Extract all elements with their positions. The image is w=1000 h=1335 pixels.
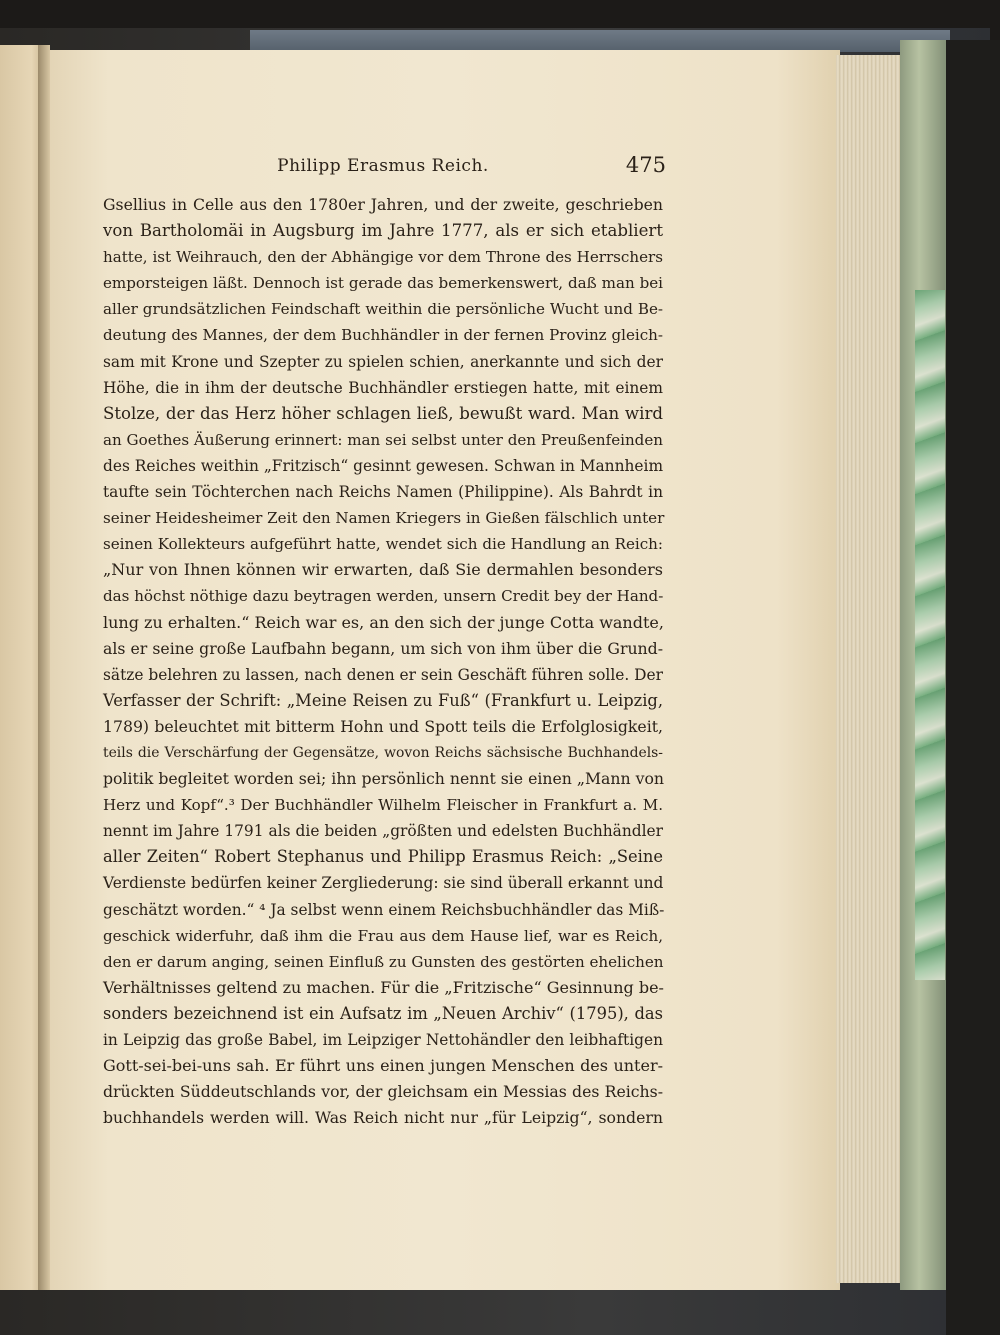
text-line: Stolze, der das Herz höher schlagen ließ, bewußt ward. Man wird bbox=[103, 403, 663, 423]
page-gutter bbox=[38, 45, 50, 1290]
text-line: 1789) beleuchtet mit bitterm Hohn und Spott teils die Erfolglosigkeit, bbox=[103, 716, 663, 736]
text-line: geschätzt worden.“ ⁴ Ja selbst wenn einem Reichsbuchhändler das Miß- bbox=[103, 900, 665, 919]
page-edges bbox=[836, 55, 906, 1283]
text-line: in Leipzig das große Babel, im Leipziger Nettohändler den leibhaftigen bbox=[103, 1031, 663, 1049]
text-line: Verfasser der Schrift: „Meine Reisen zu Fuß“ (Frankfurt u. Leipzig, bbox=[103, 690, 663, 710]
text-line: von Bartholomäi in Augsburg im Jahre 1777, als er sich etabliert bbox=[103, 221, 663, 241]
text-line: sam mit Krone und Szepter zu spielen schien, anerkannte und sich der bbox=[103, 352, 663, 371]
text-line: seiner Heidesheimer Zeit den Namen Kriegers in Gießen fälschlich unter bbox=[103, 509, 665, 528]
text-line: taufte sein Töchterchen nach Reichs Namen (Philippine). Als Bahrdt in bbox=[103, 483, 663, 502]
text-line: des Reiches weithin „Fritzisch“ gesinnt gewesen. Schwan in Mannheim bbox=[103, 456, 664, 475]
text-line: buchhandels werden will. Was Reich nicht nur „für Leipzig“, sondern bbox=[103, 1108, 663, 1128]
text-line: Herz und Kopf“.³ Der Buchhändler Wilhelm Fleischer in Frankfurt a. M. bbox=[103, 796, 663, 815]
text-line: den er darum anging, seinen Einfluß zu Gunsten des gestörten ehelichen bbox=[103, 952, 664, 971]
cover-edge bbox=[250, 30, 950, 52]
text-line: aller grundsätzlichen Feindschaft weithin die persönliche Wucht und Be- bbox=[103, 300, 663, 319]
marbled-edge bbox=[915, 290, 945, 980]
text-line: das höchst nöthige dazu beytragen werden, unsern Credit bey der Hand- bbox=[103, 587, 664, 606]
body-text bbox=[103, 192, 663, 1131]
text-line: geschick widerfuhr, daß ihm die Frau aus dem Hause lief, war es Reich, bbox=[103, 926, 663, 945]
text-line: an Goethes Äußerung erinnert: man sei selbst unter den Preußenfeinden bbox=[103, 430, 663, 449]
text-line: „Nur von Ihnen können wir erwarten, daß Sie dermahlen besonders bbox=[103, 560, 663, 580]
page-header bbox=[100, 153, 666, 182]
text-line: Gsellius in Celle aus den 1780er Jahren, und der zweite, geschrieben bbox=[103, 195, 663, 214]
page-number: 475 bbox=[625, 153, 666, 177]
text-line: teils die Verschärfung der Gegensätze, wovon Reichs sächsische Buchhandels- bbox=[103, 744, 663, 761]
text-line: Verhältnisses geltend zu machen. Für die „Fritzische“ Gesinnung be- bbox=[103, 977, 664, 997]
text-line: sätze belehren zu lassen, nach denen er sein Geschäft führen solle. Der bbox=[103, 665, 663, 684]
text-line: sonders bezeichnend ist ein Aufsatz im „Neuen Archiv“ (1795), das bbox=[103, 1003, 663, 1023]
text-line: hatte, ist Weihrauch, den der Abhängige vor dem Throne des Herrschers bbox=[103, 248, 663, 267]
running-title: Philipp Erasmus Reich. bbox=[277, 156, 489, 176]
text-line: drückten Süddeutschlands vor, der gleichsam ein Messias des Reichs- bbox=[103, 1082, 663, 1102]
text-line: lung zu erhalten.“ Reich war es, an den sich der junge Cotta wandte, bbox=[103, 612, 664, 632]
text-line: Gott-sei-bei-uns sah. Er führt uns einen jungen Menschen des unter- bbox=[103, 1056, 663, 1076]
text-line: politik begleitet worden sei; ihn persönlich nennt sie einen „Mann von bbox=[103, 769, 665, 789]
text-line: als er seine große Laufbahn begann, um sich von ihm über die Grund- bbox=[103, 638, 663, 658]
text-line: seinen Kollekteurs aufgeführt hatte, wendet sich die Handlung an Reich: bbox=[103, 535, 663, 554]
text-line: Verdienste bedürfen keiner Zergliederung: sie sind überall erkannt und bbox=[103, 874, 664, 893]
text-line: aller Zeiten“ Robert Stephanus und Philipp Erasmus Reich: „Seine bbox=[103, 847, 663, 867]
book-spine bbox=[946, 40, 1000, 1335]
text-line: nennt im Jahre 1791 als die beiden „größten und edelsten Buchhändler bbox=[103, 822, 663, 841]
text-line: emporsteigen läßt. Dennoch ist gerade das bemerkenswert, daß man bei bbox=[103, 274, 663, 293]
text-line: deutung des Mannes, der dem Buchhändler in der fernen Provinz gleich- bbox=[103, 326, 663, 345]
text-line: Höhe, die in ihm der deutsche Buchhändler erstiegen hatte, mit einem bbox=[103, 378, 663, 397]
